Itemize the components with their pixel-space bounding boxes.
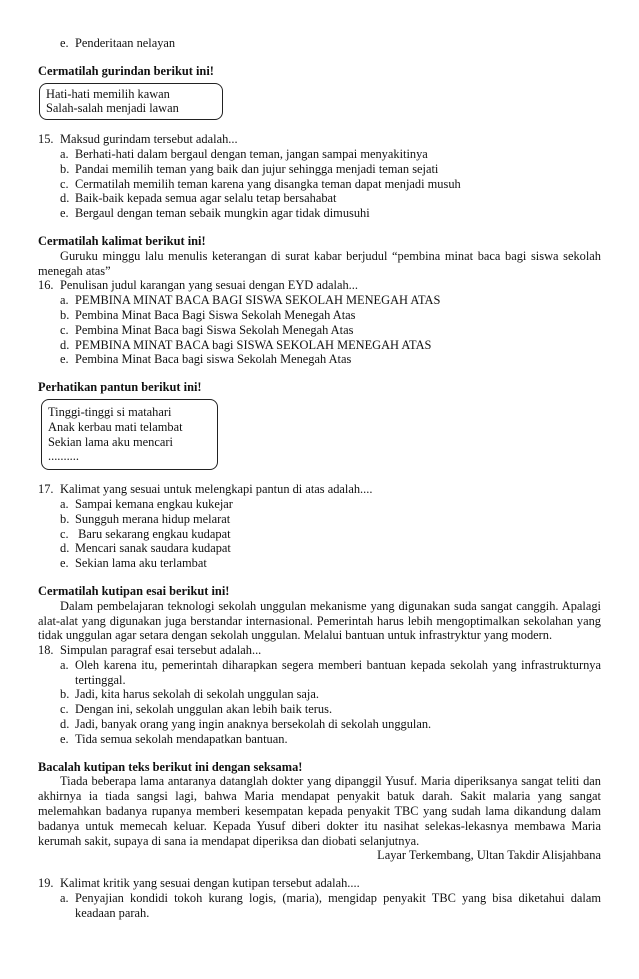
option-text: Sekian lama aku terlambat — [75, 556, 207, 571]
kutipan-source: Layar Terkembang, Ultan Takdir Alisjahbana — [377, 848, 601, 863]
pantun-line-2: Anak kerbau mati telambat — [48, 419, 183, 434]
option-letter: b. — [60, 687, 70, 702]
option-text: Penderitaan nelayan — [75, 36, 176, 50]
q17-option-d — [38, 541, 601, 556]
pantun-line-3: Sekian lama aku mencari — [48, 434, 173, 449]
option-text: Bergaul dengan teman sebaik mungkin agar tidak dimusuhi — [75, 206, 370, 221]
question-15 — [38, 132, 601, 147]
option-text: Jadi, kita harus sekolah di sekolah unggulan saja. — [75, 687, 319, 702]
pantun-line-1: Tinggi-tinggi si matahari — [48, 404, 172, 419]
question-number: 19. — [38, 876, 54, 891]
option-letter: b. — [60, 161, 70, 176]
option-text: Pembina Minat Baca Bagi Siswa Sekolah Menegah Atas — [75, 307, 356, 322]
option-text: Baru sekarang engkau kudapat — [75, 526, 231, 541]
esai-paragraph: Dalam pembelajaran teknologi sekolah unggulan mekanisme yang digunakan suda sangat canggih. Apalagi alat-alat yang digunakan juga berstandar internasional. Pemerintah harus lebih mengoptimalkan sekolahan yang tidak unggulan agar setara dengan sekolah unggulan. Melalui bantuan untuk infrastryktur yang modern. — [38, 598, 601, 643]
option-letter: c. — [60, 702, 69, 717]
kalimat-heading: Cermatilah kalimat berikut ini! — [38, 233, 206, 248]
option-text: Pembina Minat Baca bagi siswa Sekolah Menegah Atas — [75, 352, 352, 367]
option-letter: a. — [60, 496, 69, 511]
q17-option-c — [38, 527, 601, 542]
option-letter: a. — [60, 293, 69, 308]
q16-option-c — [38, 323, 601, 338]
q16-option-d — [38, 338, 601, 353]
option-text: PEMBINA MINAT BACA BAGI SISWA SEKOLAH MENEGAH ATAS — [75, 293, 441, 308]
q15-option-c — [38, 177, 601, 192]
option-text: Oleh karena itu, pemerintah diharapkan segera memberi bantuan kepada sekolah yang infrastrukturnya tertinggal. — [75, 657, 601, 687]
question-text: Kalimat kritik yang sesuai dengan kutipan tersebut adalah.... — [60, 876, 360, 891]
q18-option-a — [38, 658, 601, 688]
option-letter: d. — [60, 717, 70, 732]
q15-option-e — [38, 206, 601, 221]
gurindam-line-1: Hati-hati memilih kawan — [46, 86, 170, 101]
question-number: 16. — [38, 278, 54, 293]
option-text: Pandai memilih teman yang baik dan jujur sehingga menjadi teman sejati — [75, 161, 439, 176]
option-letter: d. — [60, 337, 70, 352]
gurindam-heading: Cermatilah gurindan berikut ini! — [38, 63, 214, 78]
esai-heading: Cermatilah kutipan esai berikut ini! — [38, 583, 230, 598]
question-number: 18. — [38, 643, 54, 658]
question-text: Kalimat yang sesuai untuk melengkapi pantun di atas adalah.... — [60, 482, 373, 497]
question-text: Penulisan judul karangan yang sesuai dengan EYD adalah... — [60, 278, 358, 293]
kutipan-heading: Bacalah kutipan teks berikut ini dengan seksama! — [38, 759, 303, 774]
question-16 — [38, 278, 601, 293]
option-letter: b. — [60, 307, 70, 322]
option-text: Sungguh merana hidup melarat — [75, 511, 231, 526]
option-text: Dengan ini, sekolah unggulan akan lebih baik terus. — [75, 702, 333, 717]
q16-option-a — [38, 293, 601, 308]
pantun-line-4: .......... — [48, 449, 79, 464]
question-17 — [38, 482, 601, 497]
option-letter: b. — [60, 511, 70, 526]
option-text: Penyajian kondidi tokoh kurang logis, (maria), mengidap penyakit TBC yang bisa diketahui dalam keadaan parah. — [75, 891, 601, 920]
q17-option-e — [38, 556, 601, 571]
q15-option-d — [38, 191, 601, 206]
question-19 — [38, 876, 601, 891]
kalimat-paragraph: Guruku minggu lalu menulis keterangan di surat kabar berjudul “pembina minat baca bagi siswa sekolah menegah atas” — [38, 248, 601, 278]
q19-option-a — [38, 891, 601, 921]
q18-option-d — [38, 717, 601, 732]
option-letter: a. — [60, 891, 69, 906]
question-number: 15. — [38, 132, 54, 147]
option-text: Cermatilah memilih teman karena yang disangka teman dapat menjadi musuh — [75, 176, 461, 191]
option-letter: c. — [60, 176, 69, 191]
option-letter: a. — [60, 657, 69, 672]
option-text: Baik-baik kepada semua agar selalu tetap bersahabat — [75, 191, 337, 206]
option-letter: e. — [60, 36, 69, 50]
q15-option-a — [38, 147, 601, 162]
gurindam-line-2: Salah-salah menjadi lawan — [46, 101, 179, 116]
option-letter: d. — [60, 191, 70, 206]
q18-option-e — [38, 732, 601, 747]
question-number: 17. — [38, 482, 54, 497]
q15-option-b — [38, 162, 601, 177]
option-text: Pembina Minat Baca bagi Siswa Sekolah Menegah Atas — [75, 322, 354, 337]
kutipan-paragraph: Tiada beberapa lama antaranya datanglah dokter yang dipanggil Yusuf. Maria diperiksanya sangat teliti dan akhirnya ia tiada sangsi lagi, bahwa Maria mendapat penyakit batuk darah. Sakit malaria yang sangat melemahkan badanya rupanya memberi kesempatan kepada penyakit TBC yang sudah lama dikandung dalam badanya untuk memecah keluar. Kepada Yusuf diberi dokter itu nasihat selekas-lekasnya membawa Maria kerumah sakit, supaya di sana ia mendapat diperiksa dan diobati selanjutnya. — [38, 774, 601, 848]
option-text: Mencari sanak saudara kudapat — [75, 541, 231, 556]
option-letter: e. — [60, 352, 69, 367]
option-text: Sampai kemana engkau kukejar — [75, 496, 233, 511]
option-letter: e. — [60, 731, 69, 746]
option-letter: d. — [60, 541, 70, 556]
option-letter: c. — [60, 322, 69, 337]
q17-option-b — [38, 512, 601, 527]
q17-option-a — [38, 497, 601, 512]
pantun-box — [41, 399, 218, 470]
option-text: Tida semua sekolah mendapatkan bantuan. — [75, 731, 288, 746]
q18-option-b — [38, 687, 601, 702]
option-text: Jadi, banyak orang yang ingin anaknya bersekolah di sekolah unggulan. — [75, 717, 432, 732]
q18-option-c — [38, 702, 601, 717]
option-letter: e. — [60, 206, 69, 221]
question-text: Simpulan paragraf esai tersebut adalah... — [60, 643, 262, 658]
gurindam-box — [39, 83, 223, 121]
q16-option-b — [38, 308, 601, 323]
option-letter: c. — [60, 526, 69, 541]
question-text: Maksud gurindam tersebut adalah... — [60, 132, 238, 147]
document-page — [38, 36, 601, 921]
q16-option-e — [38, 352, 601, 367]
previous-option-e — [38, 36, 601, 51]
option-letter: e. — [60, 556, 69, 571]
option-text: PEMBINA MINAT BACA bagi SISWA SEKOLAH MENEGAH ATAS — [75, 337, 432, 352]
option-letter: a. — [60, 146, 69, 161]
pantun-heading: Perhatikan pantun berikut ini! — [38, 380, 202, 395]
option-text: Berhati-hati dalam bergaul dengan teman, jangan sampai menyakitinya — [75, 146, 428, 161]
question-18 — [38, 643, 601, 658]
